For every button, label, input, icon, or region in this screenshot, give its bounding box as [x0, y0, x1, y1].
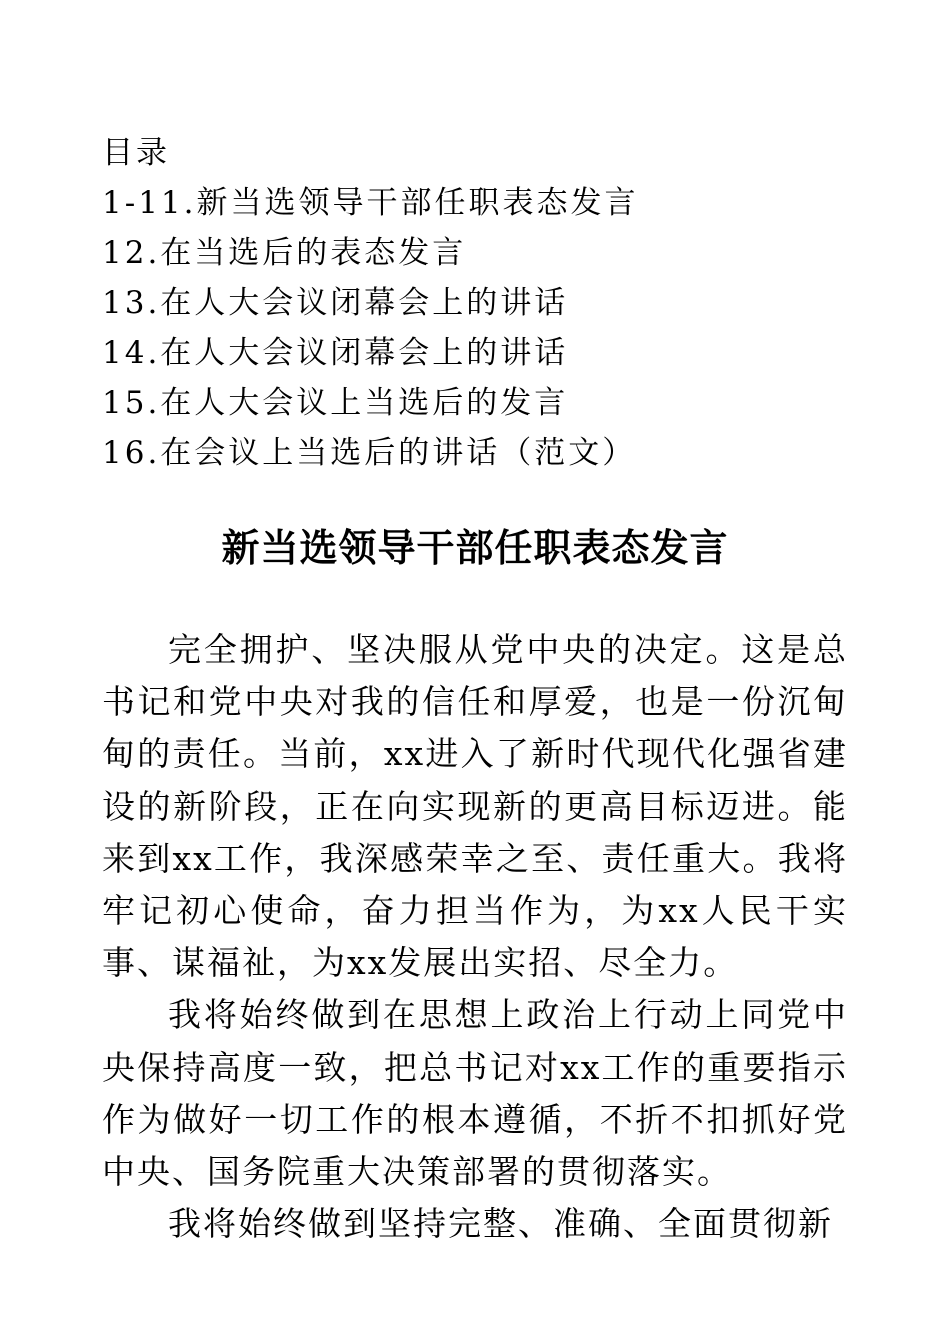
document-title: 新当选领导干部任职表态发言: [221, 526, 729, 570]
toc-item: 1-11.新当选领导干部任职表态发言: [102, 185, 639, 221]
body-paragraph: 我将始终做到坚持完整、准确、全面贯彻新: [168, 1204, 833, 1244]
toc-item: 15.在人大会议上当选后的发言: [102, 385, 569, 421]
table-of-contents: [102, 128, 862, 478]
toc-item: 14.在人大会议闭幕会上的讲话: [102, 335, 569, 371]
body-paragraph: 我将始终做到在思想上政治上行动上同党中央保持高度一致，把总书记对xx工作的重要指示作为做好一切工作的根本遵循，不折不扣抓好党中央、国务院重大决策部署的贯彻落实。: [102, 995, 848, 1192]
toc-heading: 目录: [102, 135, 170, 171]
toc-item: 12.在当选后的表态发言: [102, 235, 467, 271]
body-paragraph: 完全拥护、坚决服从党中央的决定。这是总书记和党中央对我的信任和厚爱，也是一份沉甸甸的责任。当前，xx进入了新时代现代化强省建设的新阶段，正在向实现新的更高目标迈进。能来到xx工作，我深感荣幸之至、责任重大。我将牢记初心使命，奋力担当作为，为xx人民干实事、谋福祉，为xx发展出实招、尽全力。: [102, 630, 848, 983]
toc-item: 16.在会议上当选后的讲话（范文）: [102, 435, 637, 471]
toc-item: 13.在人大会议闭幕会上的讲话: [102, 285, 569, 321]
document-body: [102, 624, 848, 1250]
